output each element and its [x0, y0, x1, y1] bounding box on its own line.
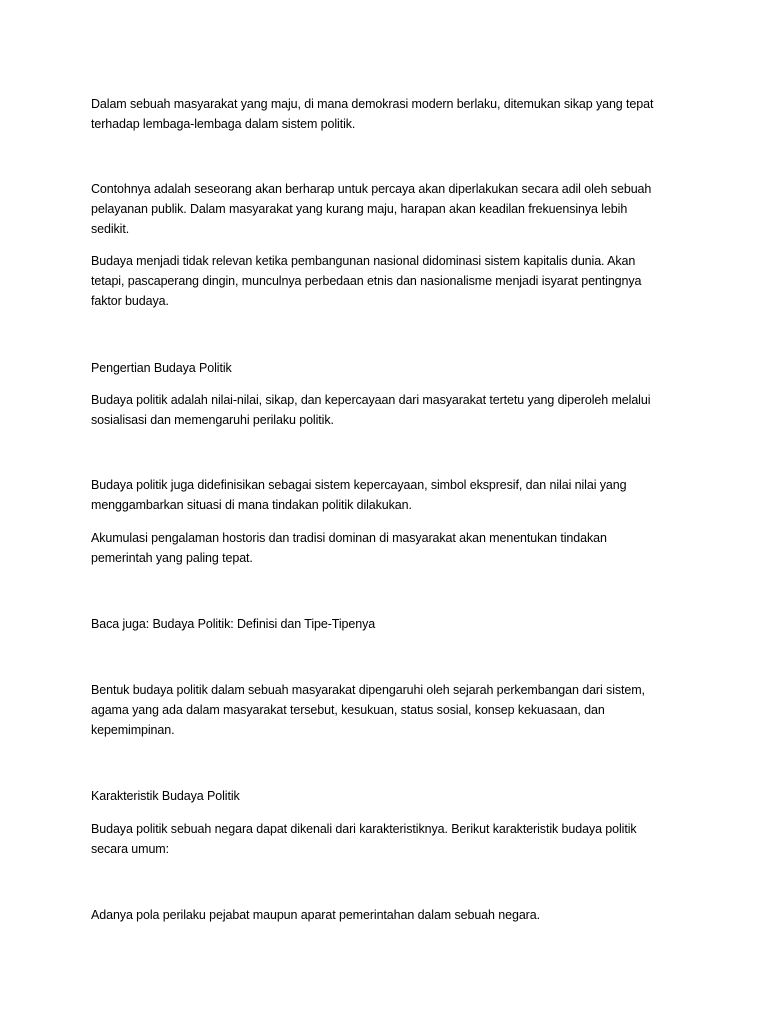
text-line: agama yang ada dalam masyarakat tersebut, kesukuan, status sosial, konsep kekuasaan, dan	[91, 703, 605, 717]
paragraph-accumulation	[91, 528, 681, 568]
text-line[interactable]: Baca juga: Budaya Politik: Definisi dan Tipe-Tipenya	[91, 617, 376, 631]
text-line: Budaya menjadi tidak relevan ketika pembangunan nasional didominasi sistem kapitalis dunia. Akan	[91, 254, 636, 268]
paragraph-definition-2	[91, 475, 681, 515]
text-line: Bentuk budaya politik dalam sebuah masyarakat dipengaruhi oleh sejarah perkembangan dari sistem,	[91, 683, 645, 697]
section-heading-definition	[91, 358, 681, 378]
text-line: secara umum:	[91, 842, 169, 856]
paragraph-forms	[91, 680, 681, 740]
text-line: Akumulasi pengalaman hostoris dan tradisi dominan di masyarakat akan menentukan tindakan	[91, 531, 607, 545]
text-line: Contohnya adalah seseorang akan berharap untuk percaya akan diperlakukan secara adil oleh sebuah	[91, 182, 652, 196]
text-line: Budaya politik juga didefinisikan sebagai sistem kepercayaan, simbol ekspresif, dan nilai nilai yang	[91, 478, 627, 492]
text-line: pelayanan publik. Dalam masyarakat yang kurang maju, harapan akan keadilan frekuensinya lebih	[91, 202, 628, 216]
text-line: Karakteristik Budaya Politik	[91, 789, 240, 803]
section-heading-characteristics	[91, 786, 681, 806]
paragraph-culture-relevance	[91, 251, 681, 311]
text-line: menggambarkan situasi di mana tindakan politik dilakukan.	[91, 498, 412, 512]
text-line: tetapi, pascaperang dingin, munculnya perbedaan etnis dan nasionalisme menjadi isyarat pentingnya	[91, 274, 642, 288]
text-line: Budaya politik adalah nilai-nilai, sikap, dan kepercayaan dari masyarakat tertetu yang diperoleh melalui	[91, 393, 651, 407]
text-line: pemerintah yang paling tepat.	[91, 551, 253, 565]
text-line: sosialisasi dan memengaruhi perilaku politik.	[91, 413, 334, 427]
text-line: Adanya pola perilaku pejabat maupun aparat pemerintahan dalam sebuah negara.	[91, 908, 540, 922]
text-line: sedikit.	[91, 222, 130, 236]
text-line: kepemimpinan.	[91, 723, 175, 737]
paragraph-behavior-pattern	[91, 905, 681, 925]
text-line: Pengertian Budaya Politik	[91, 361, 232, 375]
text-line: Budaya politik sebuah negara dapat dikenali dari karakteristiknya. Berikut karakteristik budaya politik	[91, 822, 637, 836]
paragraph-intro	[91, 94, 681, 134]
read-also-link[interactable]	[91, 614, 681, 634]
paragraph-example	[91, 179, 681, 239]
paragraph-characteristics	[91, 819, 681, 859]
text-line: faktor budaya.	[91, 294, 169, 308]
text-line: Dalam sebuah masyarakat yang maju, di mana demokrasi modern berlaku, ditemukan sikap yang tepat	[91, 97, 654, 111]
paragraph-definition	[91, 390, 681, 430]
text-line: terhadap lembaga-lembaga dalam sistem politik.	[91, 117, 356, 131]
